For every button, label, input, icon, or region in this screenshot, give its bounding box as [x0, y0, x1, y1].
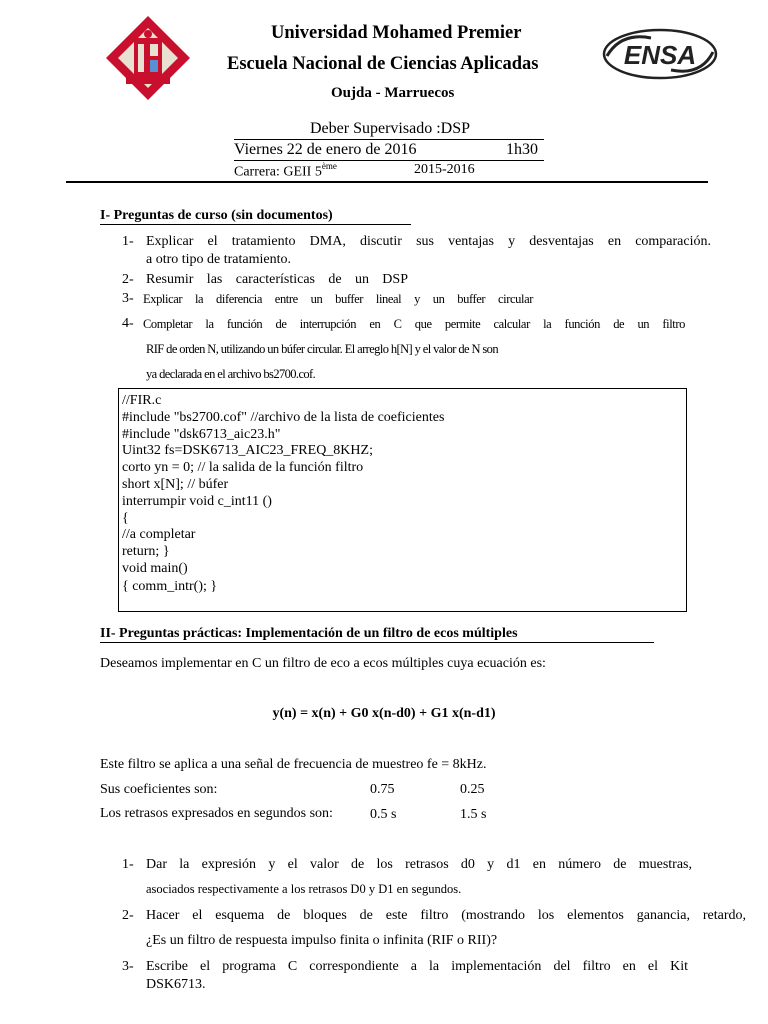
question-2: Resumir las características de un DSP: [146, 272, 408, 287]
code-line: //a completar: [122, 527, 196, 542]
exam-duration: 1h30: [506, 141, 538, 158]
question-1-cont: a otro tipo de tratamiento.: [146, 252, 292, 267]
university-name: Universidad Mohamed Premier: [271, 23, 522, 43]
ensa-logo-text: ENSA: [623, 40, 697, 70]
delay-d1: 1.5 s: [460, 807, 487, 822]
coefficient-g0: 0.75: [370, 782, 395, 797]
section-1-underline: [100, 224, 411, 225]
code-line: corto yn = 0; // la salida de la función filtro: [122, 460, 364, 475]
question-number: 3-: [122, 959, 134, 974]
filter-equation: y(n) = x(n) + G0 x(n-d0) + G1 x(n-d1): [272, 706, 496, 721]
exam-date: Viernes 22 de enero de 2016: [234, 141, 417, 158]
question-number: 4-: [122, 316, 134, 331]
practical-question-2: Hacer el esquema de bloques de este filtro (mostrando los elementos ganancia, retardo,: [146, 908, 746, 923]
exam-career: [234, 162, 337, 181]
practical-question-1: Dar la expresión y el valor de los retrasos d0 y d1 en número de muestras,: [146, 857, 692, 872]
university-logo: [104, 14, 192, 102]
school-name: Escuela Nacional de Ciencias Aplicadas: [227, 54, 539, 74]
code-line: Uint32 fs=DSK6713_AIC23_FREQ_8KHZ;: [122, 443, 373, 458]
city-name: Oujda - Marruecos: [331, 85, 455, 101]
section-2-underline: [100, 642, 654, 643]
question-1: Explicar el tratamiento DMA, discutir sus ventajas y desventajas en comparación.: [146, 234, 711, 249]
code-line: short x[N]; // búfer: [122, 477, 229, 492]
question-3: Explicar la diferencia entre un buffer lineal y un buffer circular: [143, 292, 533, 306]
practical-question-2-cont: ¿Es un filtro de respuesta impulso finita o infinita (RIF o RII)?: [146, 933, 498, 948]
divider: [234, 139, 544, 140]
code-line: //FIR.c: [122, 393, 162, 408]
code-line: { comm_intr(); }: [122, 579, 218, 594]
practical-question-1-cont: asociados respectivamente a los retrasos D0 y D1 en segundos.: [146, 882, 462, 896]
question-number: 2-: [122, 272, 134, 287]
exam-title: Deber Supervisado :DSP: [310, 120, 470, 137]
coefficients-label: Sus coeficientes son:: [100, 782, 218, 797]
career-superscript: ème: [321, 161, 337, 171]
code-line: interrumpir void c_int11 (): [122, 494, 272, 509]
code-line: {: [122, 511, 129, 526]
academic-year: 2015-2016: [414, 162, 475, 177]
code-line: #include "dsk6713_aic23.h": [122, 427, 281, 442]
question-number: 3-: [122, 291, 134, 306]
question-4: Completar la función de interrupción en C que permite calcular la función de un filtro: [143, 317, 685, 331]
question-number: 1-: [122, 857, 134, 872]
delay-d0: 0.5 s: [370, 807, 397, 822]
section-1-title: I- Preguntas de curso (sin documentos): [100, 208, 333, 223]
delays-label: Los retrasos expresados en segundos son:: [100, 806, 333, 821]
code-line: #include "bs2700.cof" //archivo de la lista de coeficientes: [122, 410, 445, 425]
section-2-intro: Deseamos implementar en C un filtro de eco a ecos múltiples cuya ecuación es:: [100, 656, 546, 671]
question-4-cont: RIF de orden N, utilizando un búfer circular. El arreglo h[N] y el valor de N son: [146, 342, 498, 356]
code-line: return; }: [122, 544, 170, 559]
question-number: 1-: [122, 234, 134, 249]
question-number: 2-: [122, 908, 134, 923]
section-2-title: II- Preguntas prácticas: Implementación de un filtro de ecos múltiples: [100, 626, 518, 641]
ensa-logo: [601, 26, 719, 82]
divider: [234, 160, 544, 161]
coefficient-g1: 0.25: [460, 782, 485, 797]
code-line: void main(): [122, 561, 188, 576]
header-divider: [66, 181, 708, 183]
sampling-frequency-text: Este filtro se aplica a una señal de frecuencia de muestreo fe = 8kHz.: [100, 757, 487, 772]
question-4-cont: ya declarada en el archivo bs2700.cof.: [146, 367, 316, 381]
practical-question-3-cont: DSK6713.: [146, 977, 206, 992]
career-label: Carrera: GEII 5: [234, 164, 322, 180]
practical-question-3: Escribe el programa C correspondiente a la implementación del filtro en el Kit: [146, 959, 688, 974]
